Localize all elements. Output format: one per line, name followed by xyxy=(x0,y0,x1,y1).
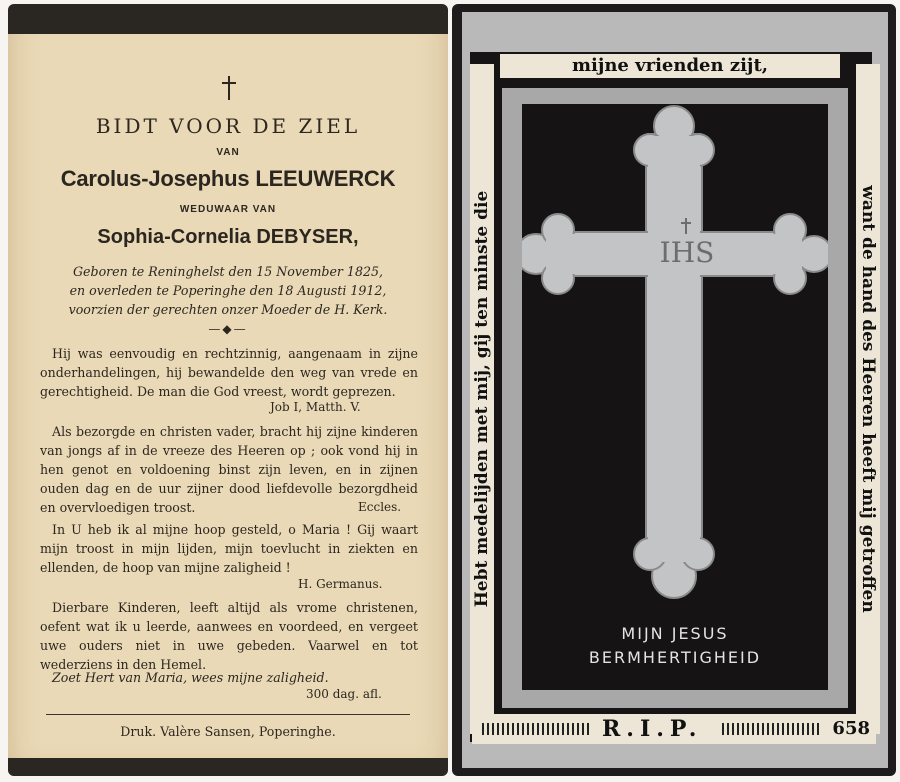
paragraph-4: Dierbare Kinderen, leeft altijd als vrome christenen, oefent wat ik u leerde, aanwees en voordeed, en vergeet uwe ouders niet in uwe gebeden. Vaarwel en tot wederziens in den Hemel. xyxy=(40,600,418,672)
died-line: en overleden te Poperinghe den 18 Augusti 1912, xyxy=(69,283,387,298)
card-number: 658 xyxy=(832,718,870,739)
paragraph-3: In U heb ik al mijne hoop gesteld, o Maria ! Gij waart mijn troost in mijn lijden, mijn toevlucht in ziekten en ellenden, de hoop van mijne zaligheid ! xyxy=(40,522,418,575)
top-black-band xyxy=(8,4,448,34)
paragraph-1: Hij was eenvoudig en rechtzinnig, aangenaam in zijne onderhandelingen, hij bewandelde den weg van vrede en gerechtigheid. De man die God vreest, wordt geprezen. xyxy=(40,346,418,399)
ornament-divider: —◆— xyxy=(208,322,248,336)
right-inscription-strip xyxy=(856,64,880,734)
prayer-card-image-side xyxy=(452,4,896,776)
deceased-name: Carolus-Josephus LEEUWERCK xyxy=(60,166,396,191)
left-inscription: Hebt medelijden met mij, gij ten minste die xyxy=(472,190,492,608)
rip-text: R.I.P. xyxy=(602,716,703,742)
label-van: VAN xyxy=(216,147,240,158)
spouse-name: Sophia-Cornelia DEBYSER, xyxy=(97,226,359,248)
trefoil-cross-icon xyxy=(522,104,828,690)
bottom-inscription-strip xyxy=(472,714,876,744)
prayer-card-text-side xyxy=(8,4,448,776)
born-line: Geboren te Reninghelst den 15 November 1825, xyxy=(73,264,383,279)
ihs-cross-icon xyxy=(681,218,691,234)
top-inscription: mijne vrienden zijt, xyxy=(500,54,840,78)
printer-credit: Druk. Valère Sansen, Poperinghe. xyxy=(120,724,336,739)
cross-icon xyxy=(222,76,236,100)
reference-2: Eccles. xyxy=(358,500,402,514)
reference-1: Job I, Matth. V. xyxy=(270,400,361,414)
left-inscription-strip xyxy=(470,64,494,734)
reference-5: 300 dag. afl. xyxy=(306,687,382,701)
caption-line-1: MIJN JESUS xyxy=(621,624,729,643)
reference-3: H. Germanus. xyxy=(298,577,383,591)
paragraph-2: Als bezorgde en christen vader, bracht hij zijne kinderen van jongs af in de vreeze des Heeren op ; ook vond hij in hen genot en voldoening binst zijn leven, en in zijnen ouden dag en de uur zijner dood liefdevolle bezorgdheid en overvloedigen troost. xyxy=(40,424,418,515)
heading-bidt: BIDT VOOR DE ZIEL xyxy=(95,114,361,138)
paragraph-5: Zoet Hert van Maria, wees mijne zaligheid. xyxy=(52,670,329,685)
hatch-ornament-left xyxy=(482,723,592,735)
hatch-ornament-right xyxy=(722,723,822,735)
right-inscription: want de hand des Heeren heeft mij getroffen xyxy=(858,185,878,613)
birth-death-text xyxy=(8,262,448,319)
label-weduwaar: WEDUWAAR VAN xyxy=(179,204,277,215)
sacraments-line: voorzien der gerechten onzer Moeder de H. Kerk. xyxy=(68,302,388,317)
bottom-black-band xyxy=(8,758,448,776)
divider-line xyxy=(46,714,410,715)
caption-line-2: BERMHERTIGHEID xyxy=(588,648,762,667)
card-text-area xyxy=(8,34,448,758)
ihs-monogram: IHS xyxy=(659,236,715,269)
